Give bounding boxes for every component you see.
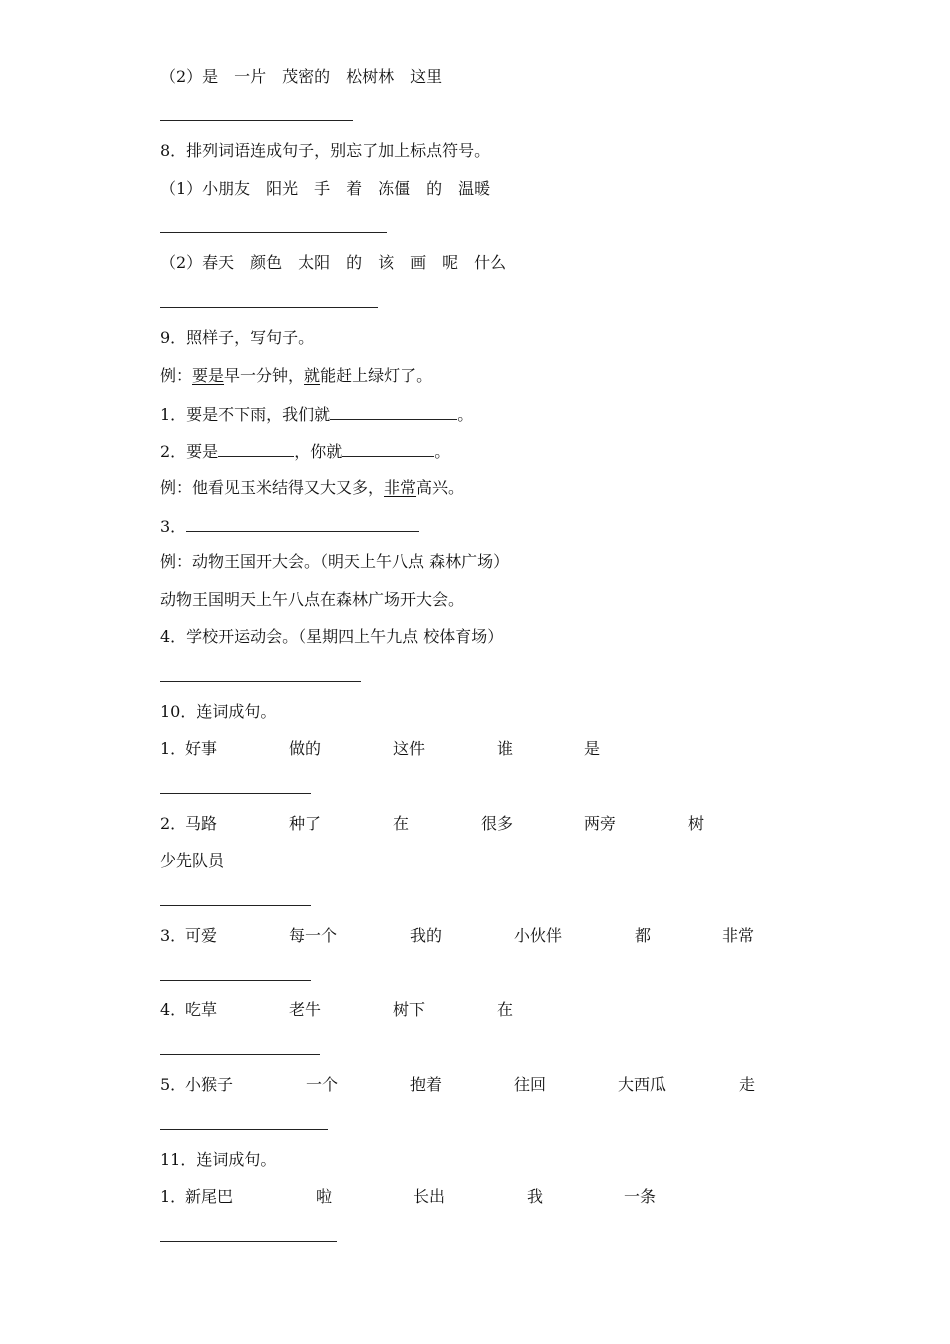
q10-row2-word: 种了 — [289, 814, 322, 833]
q10-row5-word: 一个 — [306, 1075, 339, 1094]
q8-title: 8．排列词语连成句子，别忘了加上标点符号。 — [160, 141, 491, 160]
q10-row1-word: 谁 — [497, 739, 514, 758]
answer-line-q10-2[interactable] — [160, 905, 311, 906]
q9-i1-end: 。 — [457, 405, 474, 424]
q9-item-4: 4．学校开运动会。（星期四上午九点 校体育场） — [160, 627, 504, 646]
q9-ex2-prefix: 例：他看见玉米结得又大又多， — [160, 478, 385, 497]
answer-line-q8-2[interactable] — [160, 307, 378, 308]
q10-row2-word-wrapped: 少先队员 — [160, 851, 225, 870]
q11-title: 11．连词成句。 — [160, 1150, 277, 1169]
answer-line-q10-5[interactable] — [160, 1129, 328, 1130]
q11-row1-word: 一条 — [624, 1187, 657, 1206]
q9-ex1-mid: 早一分钟， — [224, 366, 305, 385]
q9-ex1-underlined-1: 要是 — [192, 366, 225, 385]
q9-example-3: 例：动物王国开大会。（明天上午八点 森林广场） — [160, 552, 510, 571]
q10-row4-word: 老牛 — [289, 1000, 322, 1019]
q9-i1-text: 1．要是不下雨，我们就 — [160, 405, 331, 424]
q11-row1-number: 1． — [160, 1187, 187, 1206]
answer-line-q11-1[interactable] — [160, 1241, 337, 1242]
q9-i2-mid: ，你就 — [294, 442, 343, 461]
q10-row5-number: 5． — [160, 1075, 187, 1094]
answer-line-q10-1[interactable] — [160, 793, 311, 794]
q9-ex2-suffix: 高兴。 — [416, 478, 465, 497]
q10-row5-word: 往回 — [514, 1075, 547, 1094]
q9-item-1 — [160, 403, 473, 425]
q10-row1-word: 做的 — [289, 739, 322, 758]
q9-ex1-suffix: 能赶上绿灯了。 — [320, 366, 433, 385]
q9-i2-blank-2[interactable] — [342, 440, 434, 457]
q9-i2-end: 。 — [434, 442, 451, 461]
q10-row3-word: 都 — [635, 926, 652, 945]
q9-ex1-underlined-2: 就 — [304, 366, 321, 385]
q9-i3-blank[interactable] — [186, 515, 419, 532]
q9-example-2 — [160, 478, 464, 498]
q10-row3-word: 每一个 — [289, 926, 338, 945]
q10-row5-word: 大西瓜 — [618, 1075, 667, 1094]
q10-row4-number: 4． — [160, 1000, 187, 1019]
q10-row5-word: 走 — [739, 1075, 756, 1094]
q10-row2-word: 马路 — [185, 814, 218, 833]
q11-row1-word: 长出 — [413, 1187, 446, 1206]
q10-row3-word: 非常 — [722, 926, 755, 945]
q10-title: 10．连词成句。 — [160, 702, 277, 721]
q10-row2-word: 在 — [393, 814, 410, 833]
q10-row3-number: 3． — [160, 926, 187, 945]
q10-row1-word: 好事 — [185, 739, 218, 758]
answer-line-q8-1[interactable] — [160, 232, 387, 233]
q9-i2-blank-1[interactable] — [218, 440, 294, 457]
answer-line-q10-4[interactable] — [160, 1054, 320, 1055]
q10-row5-word: 抱着 — [410, 1075, 443, 1094]
q10-row1-word: 这件 — [393, 739, 426, 758]
q10-row1-number: 1． — [160, 739, 187, 758]
q10-row3-word: 我的 — [410, 926, 443, 945]
q10-row3-word: 可爱 — [185, 926, 218, 945]
q8-item-2: （2）春天 颜色 太阳 的 该 画 呢 什么 — [160, 253, 507, 272]
q10-row2-word: 很多 — [481, 814, 514, 833]
q9-example-1 — [160, 366, 432, 386]
q10-row3-word: 小伙伴 — [514, 926, 563, 945]
q9-ex1-prefix: 例： — [160, 366, 193, 385]
q9-i1-blank[interactable] — [330, 403, 457, 420]
answer-line-q9-4[interactable] — [160, 681, 361, 682]
answer-line-q7-2[interactable] — [160, 120, 353, 121]
q10-row4-word: 树下 — [393, 1000, 426, 1019]
q9-example-3-answer: 动物王国明天上午八点在森林广场开大会。 — [160, 590, 465, 609]
q9-i3-text: 3． — [160, 517, 187, 536]
q9-ex2-underlined: 非常 — [384, 478, 417, 497]
q9-item-3 — [160, 515, 419, 537]
q8-item-1: （1）小朋友 阳光 手 着 冻僵 的 温暖 — [160, 179, 491, 198]
q9-title: 9．照样子，写句子。 — [160, 328, 315, 347]
q10-row5-word: 小猴子 — [185, 1075, 234, 1094]
q9-i2-text: 2．要是 — [160, 442, 219, 461]
q9-item-2 — [160, 440, 450, 462]
q11-row1-word: 我 — [527, 1187, 544, 1206]
q7-item-2: （2）是 一片 茂密的 松树林 这里 — [160, 67, 443, 86]
q10-row4-word: 吃草 — [185, 1000, 218, 1019]
answer-line-q10-3[interactable] — [160, 980, 311, 981]
q11-row1-word: 啦 — [316, 1187, 333, 1206]
q10-row2-word: 两旁 — [584, 814, 617, 833]
q10-row1-word: 是 — [584, 739, 601, 758]
q10-row2-word: 树 — [688, 814, 705, 833]
q10-row2-number: 2． — [160, 814, 187, 833]
q11-row1-word: 新尾巴 — [185, 1187, 234, 1206]
q10-row4-word: 在 — [497, 1000, 514, 1019]
